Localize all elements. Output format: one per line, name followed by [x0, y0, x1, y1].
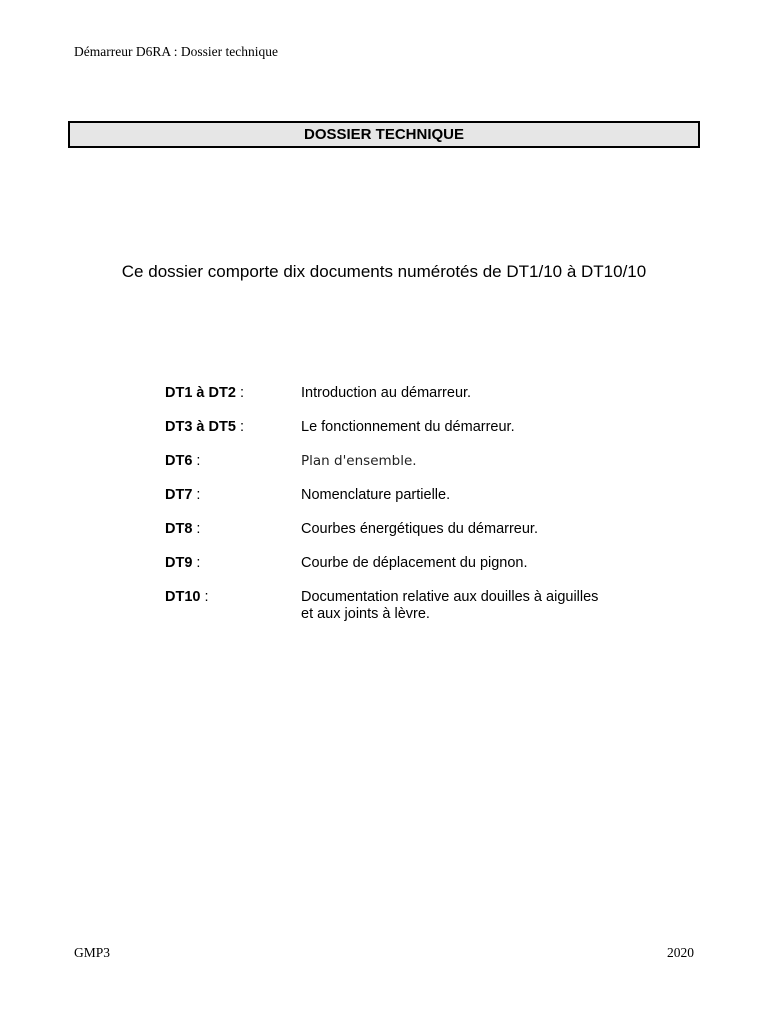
list-item — [165, 419, 685, 453]
footer-year: 2020 — [667, 945, 694, 960]
list-item — [165, 521, 685, 555]
running-header: Démarreur D6RA : Dossier technique — [74, 44, 278, 59]
list-item — [165, 555, 685, 589]
document-list — [165, 385, 685, 623]
document-code: DT10 : — [165, 589, 209, 605]
document-code: DT6 : — [165, 453, 201, 469]
document-code: DT3 à DT5 : — [165, 419, 244, 435]
document-code: DT1 à DT2 : — [165, 385, 244, 401]
list-item — [165, 589, 685, 623]
list-item — [165, 385, 685, 419]
document-description: Plan d'ensemble. — [301, 453, 417, 469]
intro-sentence: Ce dossier comporte dix documents numérotés de DT1/10 à DT10/10 — [121, 262, 647, 281]
document-code: DT9 : — [165, 555, 201, 571]
document-description: Introduction au démarreur. — [301, 385, 472, 401]
document-code: DT8 : — [165, 521, 201, 537]
document-title: DOSSIER TECHNIQUE — [68, 121, 700, 148]
document-code: DT7 : — [165, 487, 201, 503]
list-item — [165, 453, 685, 487]
document-description: Courbes énergétiques du démarreur. — [301, 521, 538, 537]
footer-course: GMP3 — [74, 945, 111, 960]
document-description: Le fonctionnement du démarreur. — [301, 419, 515, 435]
list-item — [165, 487, 685, 521]
document-description: Documentation relative aux douilles à aiguilles et aux joints à lèvre. — [301, 589, 599, 622]
document-description: Nomenclature partielle. — [301, 487, 451, 503]
document-description: Courbe de déplacement du pignon. — [301, 555, 528, 571]
